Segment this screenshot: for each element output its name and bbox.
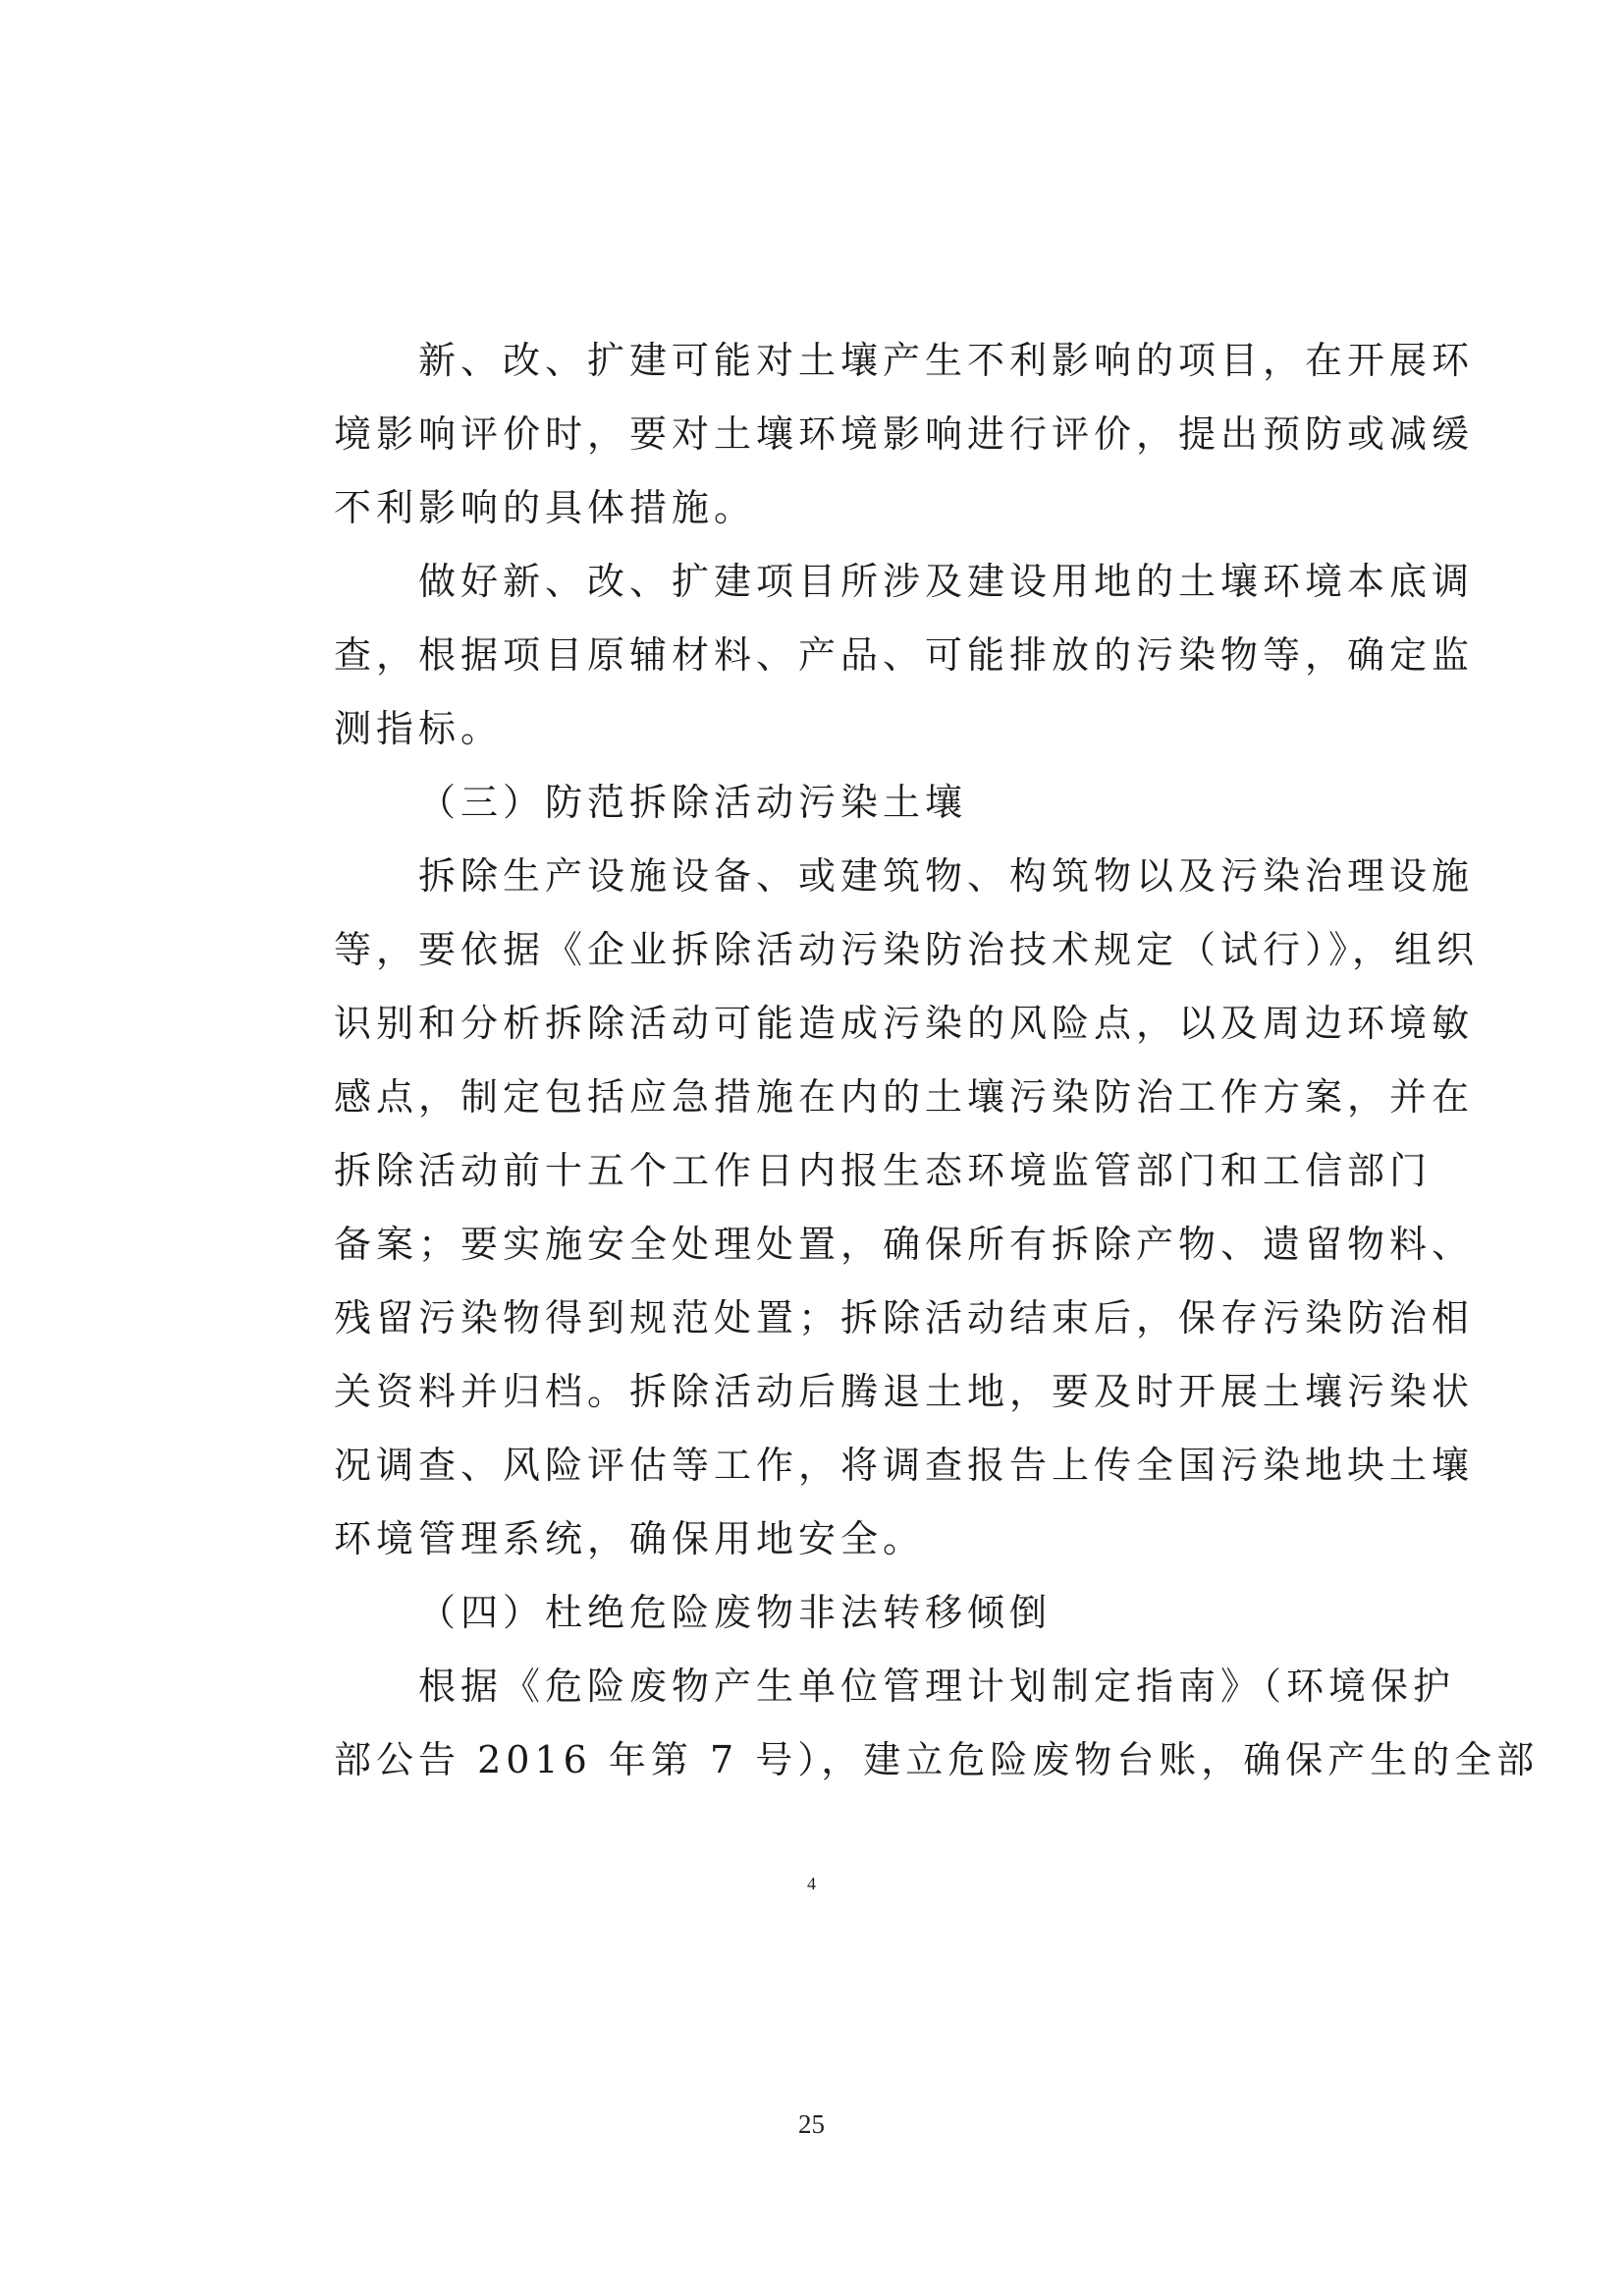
text-line: 拆除活动前十五个工作日内报生态环境监管部门和工信部门 [334, 1149, 1433, 1192]
text-line: 查，根据项目原辅材料、产品、可能排放的污染物等，确定监 [334, 633, 1475, 677]
inner-page-number: 4 [807, 1874, 816, 1893]
text-line: 况调查、风险评估等工作，将调查报告上传全国污染地块土壤 [334, 1444, 1475, 1487]
text-line: 备案；要实施安全处理处置，确保所有拆除产物、遗留物料、 [334, 1223, 1475, 1266]
text-line: 测指标。 [334, 707, 504, 750]
section-heading: （三）防范拆除活动污染土壤 [418, 781, 968, 824]
text-line: 拆除生产设施设备、或建筑物、构筑物以及污染治理设施 [418, 854, 1475, 898]
text-line: 新、改、扩建可能对土壤产生不利影响的项目，在开展环 [418, 339, 1475, 382]
text-line: 关资料并归档。拆除活动后腾退土地，要及时开展土壤污染状 [334, 1370, 1475, 1413]
outer-page-number: 25 [798, 2109, 825, 2139]
body-text [334, 324, 1540, 1797]
text-line: 境影响评价时，要对土壤环境影响进行评价，提出预防或减缓 [334, 412, 1475, 456]
section-heading: （四）杜绝危险废物非法转移倾倒 [418, 1591, 1053, 1634]
text-line: 等，要依据《企业拆除活动污染防治技术规定（试行）》，组织 [334, 928, 1480, 971]
text-line: 识别和分析拆除活动可能造成污染的风险点，以及周边环境敏 [334, 1002, 1475, 1045]
text-line: 残留污染物得到规范处置；拆除活动结束后，保存污染防治相 [334, 1296, 1475, 1339]
text-line: 环境管理系统，确保用地安全。 [334, 1517, 926, 1560]
text-line: 根据《危险废物产生单位管理计划制定指南》（环境保护 [418, 1665, 1456, 1708]
text-line: 不利影响的具体措施。 [334, 486, 757, 529]
text-line: 感点，制定包括应急措施在内的土壤污染防治工作方案，并在 [334, 1075, 1475, 1119]
text-line: 做好新、改、扩建项目所涉及建设用地的土壤环境本底调 [418, 560, 1475, 603]
text-line: 部公告 2016 年第 7 号），建立危险废物台账，确保产生的全部 [334, 1738, 1540, 1781]
